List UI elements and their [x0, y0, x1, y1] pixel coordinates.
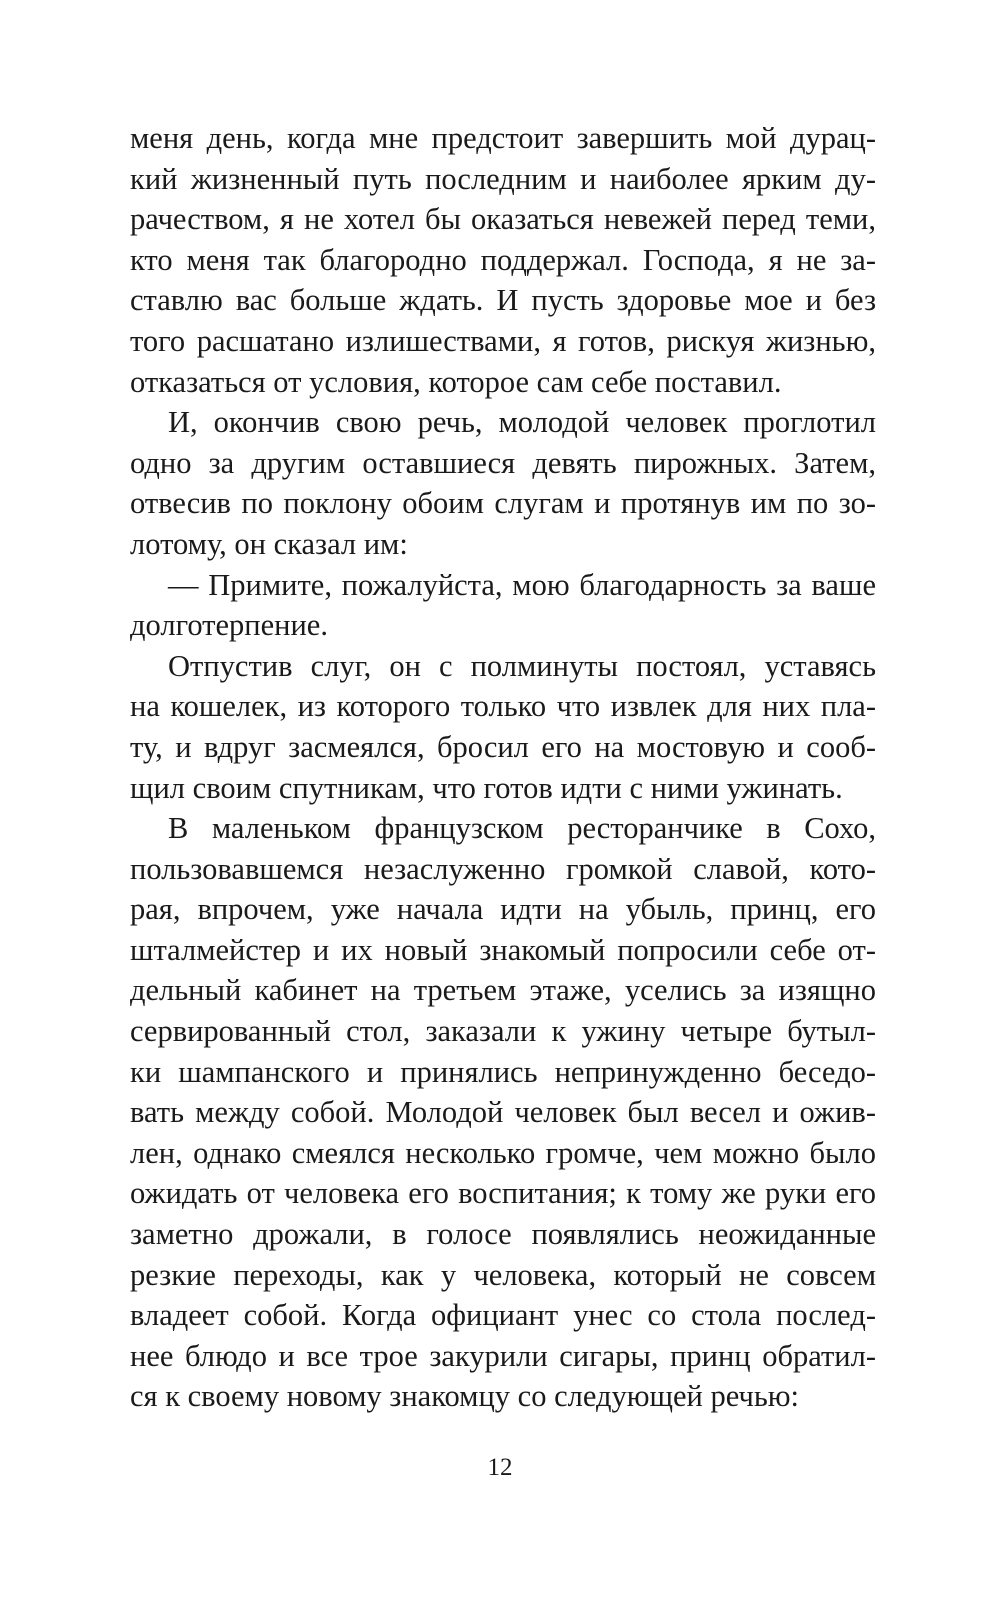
text-line: ся к своему новому знакомцу со следующей речью:	[130, 1379, 800, 1414]
text-line: отказаться от условия, которое сам себе поставил.	[130, 364, 782, 399]
text-line: того расшатано излишествами, я готов, рискуя жизнью,	[130, 323, 876, 358]
text-line: шталмейстер и их новый знакомый попросили себе от-	[130, 932, 876, 967]
text-line: кто меня так благородно поддержал. Господа, я не за-	[130, 242, 876, 277]
text-line: пользовавшемся незаслуженно громкой славой, кото-	[130, 851, 876, 886]
text-line: дельный кабинет на третьем этаже, уселись за изящно	[130, 973, 876, 1008]
body-text	[130, 118, 876, 1417]
paragraph-first-line: И, окончив свою речь, молодой человек проглотил	[168, 405, 876, 440]
page-number: 12	[487, 1454, 513, 1481]
text-line: кий жизненный путь последним и наиболее ярким ду-	[130, 161, 876, 196]
paragraph-first-line: В маленьком французском ресторанчике в Сохо,	[168, 811, 876, 846]
text-line: ту, и вдруг засмеялся, бросил его на мостовую и сооб-	[130, 729, 876, 764]
dialogue-line: — Примите, пожалуйста, мою благодарность за ваше	[168, 567, 876, 602]
text-line: одно за другим оставшиеся девять пирожных. Затем,	[130, 445, 876, 480]
text-line: на кошелек, из которого только что извлек для них пла-	[130, 689, 876, 724]
text-line: отвесив по поклону обоим слугам и протянув им по зо-	[130, 486, 876, 521]
text-line: рачеством, я не хотел бы оказаться невежей перед теми,	[130, 202, 876, 237]
text-line: меня день, когда мне предстоит завершить мой дурац-	[130, 121, 876, 155]
text-line: лен, однако смеялся несколько громче, чем можно было	[130, 1135, 876, 1170]
text-line: долготерпение.	[130, 608, 328, 643]
text-line: сервированный стол, заказали к ужину четыре бутыл-	[130, 1014, 876, 1049]
text-line: ожидать от человека его воспитания; к тому же руки его	[130, 1176, 876, 1211]
paragraph-first-line: Отпустив слуг, он с полминуты постоял, уставясь	[168, 648, 876, 683]
text-line: нее блюдо и все трое закурили сигары, принц обратил-	[130, 1338, 876, 1373]
text-line: лотому, он сказал им:	[130, 526, 408, 561]
text-line: рая, впрочем, уже начала идти на убыль, принц, его	[130, 892, 876, 927]
text-line: ки шампанского и принялись непринужденно беседо-	[130, 1054, 876, 1089]
text-line: резкие переходы, как у человека, который не совсем	[130, 1257, 876, 1292]
text-line: вать между собой. Молодой человек был весел и ожив-	[130, 1095, 876, 1130]
text-line: щил своим спутникам, что готов идти с ними ужинать.	[130, 770, 843, 805]
text-line: владеет собой. Когда официант унес со стола послед-	[130, 1298, 876, 1333]
text-line: ставлю вас больше ждать. И пусть здоровье мое и без	[130, 283, 876, 318]
text-line: заметно дрожали, в голосе появлялись неожиданные	[130, 1217, 876, 1252]
